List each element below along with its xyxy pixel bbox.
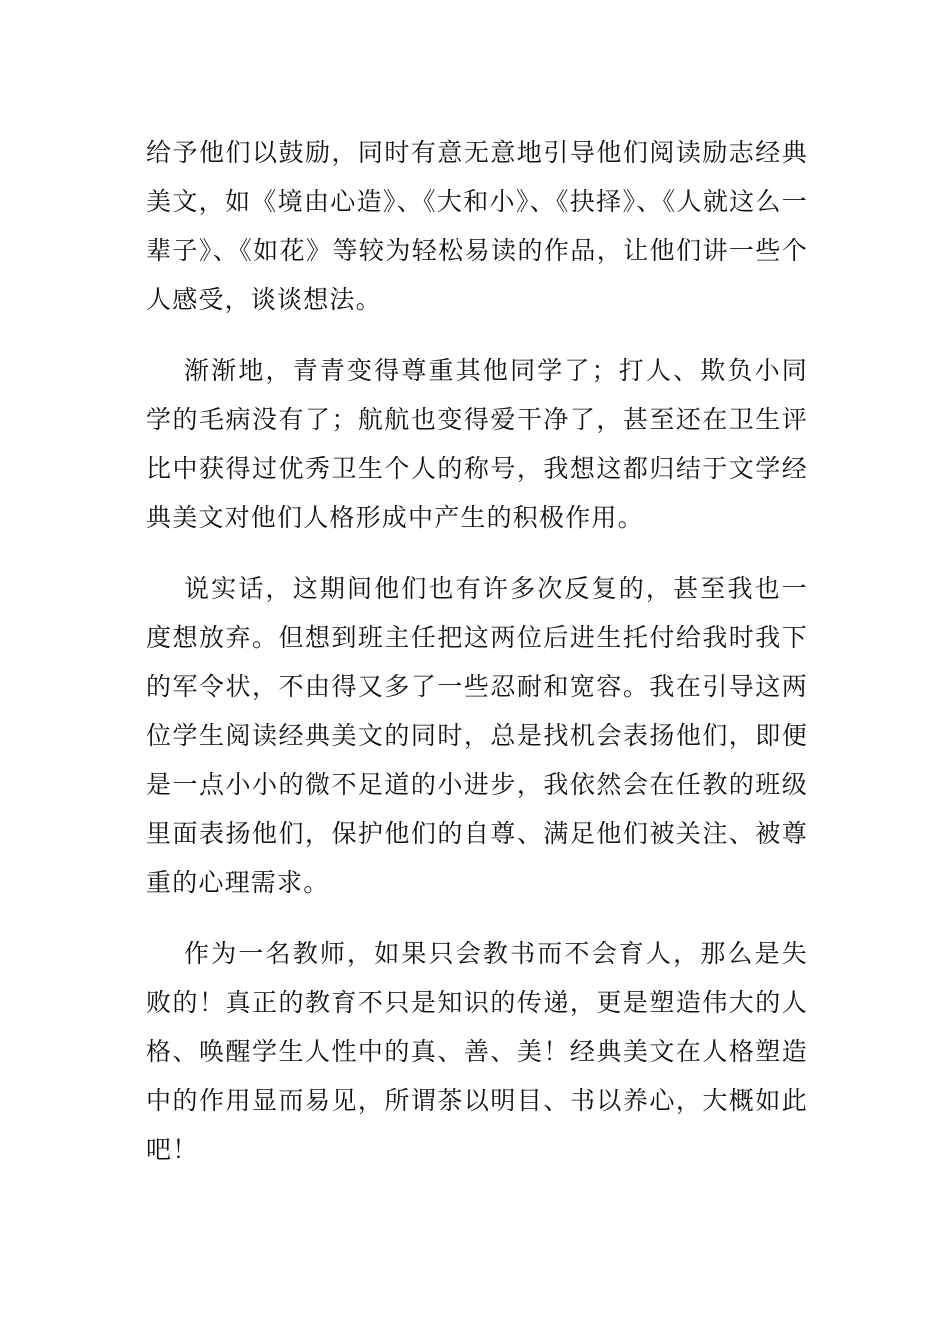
paragraph-progress: 渐渐地，青青变得尊重其他同学了；打人、欺负小同学的毛病没有了；航航也变得爱干净了，甚至还在卫生评比中获得过优秀卫生个人的称号，我想这都归结于文学经典美文对他们人格形成中产生的积极作用。: [146, 356, 808, 532]
paragraph-encouragement: 给予他们以鼓励，同时有意无意地引导他们阅读励志经典美文，如《境由心造》、《大和小》、《抉择》、《人就这么一辈子》、《如花》等较为轻松易读的作品，让他们讲一些个人感受，谈谈想法。: [146, 138, 808, 314]
paragraph-perseverance: 说实话，这期间他们也有许多次反复的，甚至我也一度想放弃。但想到班主任把这两位后进生托付给我时我下的军令状，不由得又多了一些忍耐和宽容。我在引导这两位学生阅读经典美文的同时，总是找机会表扬他们，即便是一点小小的微不足道的小进步，我依然会在任教的班级里面表扬他们，保护他们的自尊、满足他们被关注、被尊重的心理需求。: [146, 574, 808, 897]
paragraph-conclusion: 作为一名教师，如果只会教书而不会育人，那么是失败的！真正的教育不只是知识的传递，更是塑造伟大的人格、唤醒学生人性中的真、善、美！经典美文在人格塑造中的作用显而易见，所谓茶以明目、书以养心，大概如此吧！: [146, 939, 808, 1164]
document-page: [146, 128, 808, 1196]
